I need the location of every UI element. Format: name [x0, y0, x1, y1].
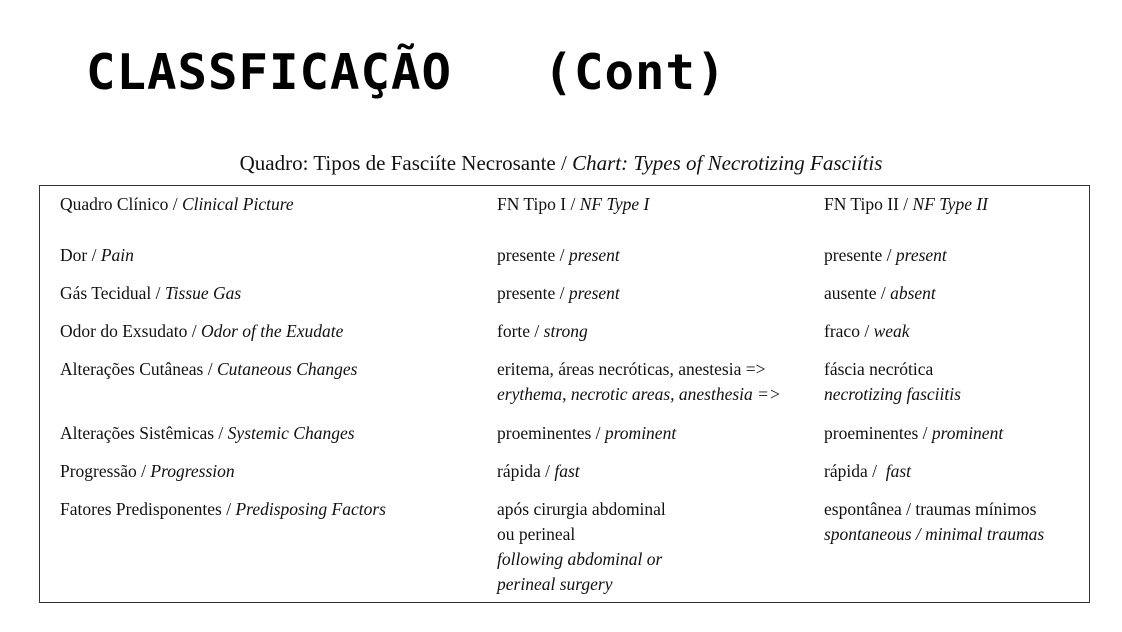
row-systemic-type1	[497, 421, 676, 446]
row-label-tissue-gas	[60, 281, 241, 306]
row-label-pain	[60, 243, 134, 268]
table-caption	[0, 151, 1122, 176]
row-label-progression	[60, 459, 235, 484]
row2-c1-pt: Odor do Exsudato /	[60, 321, 201, 341]
row4-c1-en: Systemic Changes	[227, 423, 355, 443]
header-clinical-picture	[60, 192, 294, 217]
row1-c2-en: present	[568, 283, 620, 303]
row4-c1-pt: Alterações Sistêmicas /	[60, 423, 228, 443]
row2-c2-pt: forte /	[497, 321, 544, 341]
row5-c2-pt: rápida /	[497, 461, 555, 481]
row1-c3-en: absent	[890, 283, 936, 303]
row0-c1-en: Pain	[100, 245, 134, 265]
row6-c2-line1: após cirurgia abdominal	[497, 499, 666, 519]
caption-en: Chart: Types of Necrotizing Fasciítis	[572, 151, 883, 175]
row5-c1-en: Progression	[150, 461, 235, 481]
header-c1-en: Clinical Picture	[182, 194, 294, 214]
row0-c3-pt: presente /	[824, 245, 896, 265]
row6-c1-en: Predisposing Factors	[235, 499, 386, 519]
row4-c3-en: prominent	[931, 423, 1004, 443]
row-progression-type1	[497, 459, 580, 484]
row6-c3-line1: espontânea / traumas mínimos	[824, 499, 1037, 519]
row-predisposing-type2	[824, 497, 1044, 547]
row-tissue-gas-type1	[497, 281, 620, 306]
row3-c1-en: Cutaneous Changes	[216, 359, 358, 379]
row3-c1-pt: Alterações Cutâneas /	[60, 359, 217, 379]
header-c3-en: NF Type II	[912, 194, 989, 214]
row3-c2-line1: eritema, áreas necróticas, anestesia =>	[497, 359, 766, 379]
row0-c3-en: present	[895, 245, 947, 265]
row4-c2-en: prominent	[604, 423, 677, 443]
row-cutaneous-type1	[497, 357, 781, 407]
row4-c3-pt: proeminentes /	[824, 423, 932, 443]
header-c3-pt: FN Tipo II /	[824, 194, 913, 214]
caption-pt: Quadro: Tipos de Fasciíte Necrosante /	[239, 151, 573, 175]
row-pain-type2	[824, 243, 947, 268]
row-tissue-gas-type2	[824, 281, 936, 306]
row6-c2-line2: ou perineal	[497, 524, 576, 544]
row3-c2-line2: erythema, necrotic areas, anesthesia =>	[497, 384, 781, 404]
row6-c2-line4: perineal surgery	[497, 574, 613, 594]
row3-c3-line1: fáscia necrótica	[824, 359, 934, 379]
row1-c1-en: Tissue Gas	[164, 283, 242, 303]
row-odor-type1	[497, 319, 588, 344]
row2-c3-pt: fraco /	[824, 321, 874, 341]
row1-c2-pt: presente /	[497, 283, 569, 303]
header-nf-type-2	[824, 192, 988, 217]
row-odor-type2	[824, 319, 910, 344]
row-pain-type1	[497, 243, 620, 268]
classification-table	[39, 185, 1090, 603]
row6-c2-line3: following abdominal or	[497, 549, 663, 569]
row0-c1-pt: Dor /	[60, 245, 101, 265]
row0-c2-pt: presente /	[497, 245, 569, 265]
header-c1-pt: Quadro Clínico /	[60, 194, 182, 214]
row1-c1-pt: Gás Tecidual /	[60, 283, 165, 303]
row2-c3-en: weak	[873, 321, 910, 341]
row-label-odor	[60, 319, 343, 344]
row0-c2-en: present	[568, 245, 620, 265]
row5-c2-en: fast	[554, 461, 580, 481]
row-progression-type2	[824, 459, 911, 484]
row5-c1-pt: Progressão /	[60, 461, 151, 481]
row4-c2-pt: proeminentes /	[497, 423, 605, 443]
row-label-predisposing-factors	[60, 497, 386, 522]
row6-c3-line2: spontaneous / minimal traumas	[824, 524, 1045, 544]
row-systemic-type2	[824, 421, 1003, 446]
row-label-systemic-changes	[60, 421, 355, 446]
row6-c1-pt: Fatores Predisponentes /	[60, 499, 236, 519]
row5-c3-en: fast	[885, 461, 912, 481]
row2-c2-en: strong	[543, 321, 588, 341]
row3-c3-line2: necrotizing fasciitis	[824, 384, 961, 404]
slide-title: CLASSFICAÇÃO (Cont)	[86, 44, 727, 101]
row5-c3-pt: rápida /	[824, 461, 886, 481]
header-nf-type-1	[497, 192, 649, 217]
row-label-cutaneous-changes	[60, 357, 357, 382]
row-cutaneous-type2	[824, 357, 961, 407]
row2-c1-en: Odor of the Exudate	[200, 321, 344, 341]
row1-c3-pt: ausente /	[824, 283, 891, 303]
header-c2-en: NF Type I	[579, 194, 650, 214]
row-predisposing-type1	[497, 497, 666, 597]
header-c2-pt: FN Tipo I /	[497, 194, 580, 214]
